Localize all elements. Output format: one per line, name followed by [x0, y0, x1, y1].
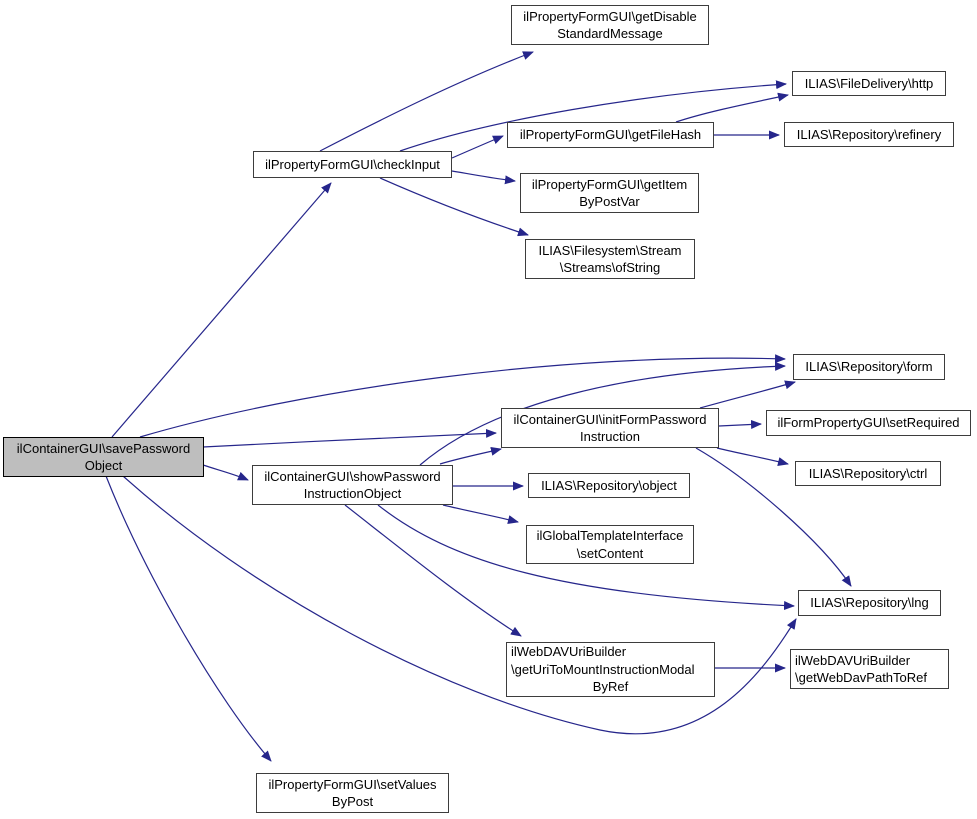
node-getItemByPostVar[interactable]	[520, 173, 699, 213]
node-label-line: ilGlobalTemplateInterface	[536, 528, 684, 543]
node-label-line: ilContainerGUI\initFormPassword	[513, 411, 707, 427]
node-label-line: ilPropertyFormGUI\setValues	[268, 776, 437, 792]
node-label-line: Object	[84, 458, 123, 473]
node-showPasswordInstructionObject[interactable]	[252, 465, 453, 505]
node-label-line: ilPropertyFormGUI\getFileHash	[519, 127, 702, 143]
node-label-line: ilWebDAVUriBuilder	[795, 652, 911, 668]
edge-initFormPasswordInstruction-to-ctrl	[717, 448, 788, 464]
node-lng[interactable]	[798, 590, 941, 616]
edge-showPasswordInstructionObject-to-getUriToMountInstructionModalByRef	[345, 505, 521, 636]
node-object[interactable]	[528, 473, 690, 498]
node-getDisableStandardMessage[interactable]	[511, 5, 709, 45]
node-label-line: StandardMessage	[557, 26, 663, 41]
node-label-line: ByRef	[592, 679, 629, 695]
edge-checkInput-to-getItemByPostVar	[452, 171, 515, 181]
node-label-line: \getWebDavPathToRef	[795, 670, 927, 685]
node-label-line: \setContent	[576, 545, 644, 561]
edge-checkInput-to-getFileHash	[452, 136, 503, 158]
node-label-line: InstructionObject	[303, 486, 402, 501]
edge-savePasswordObject-to-checkInput	[112, 183, 331, 437]
node-label-line: ILIAS\Repository\object	[541, 477, 677, 493]
node-form[interactable]	[793, 354, 945, 380]
node-setContent[interactable]	[526, 525, 694, 564]
edge-savePasswordObject-to-showPasswordInstructionObject	[203, 465, 248, 480]
node-getWebDavPathToRef[interactable]	[790, 649, 949, 689]
node-ctrl[interactable]	[795, 461, 941, 486]
edge-initFormPasswordInstruction-to-setRequired	[719, 424, 761, 426]
node-getUriToMountInstructionModalByRef[interactable]	[506, 642, 715, 697]
node-setValuesByPost[interactable]	[256, 773, 449, 813]
node-label-line: ilWebDAVUriBuilder	[511, 644, 627, 660]
edge-showPasswordInstructionObject-to-initFormPasswordInstruction	[440, 449, 501, 464]
node-label-line: ilPropertyFormGUI\getDisable	[523, 8, 697, 24]
node-initFormPasswordInstruction[interactable]	[501, 408, 719, 448]
node-label-line: Instruction	[580, 429, 640, 444]
edge-checkInput-to-ofString	[380, 178, 528, 235]
node-refinery[interactable]	[784, 122, 954, 147]
node-label-line: ilContainerGUI\showPassword	[264, 468, 441, 484]
node-label-line: ILIAS\Filesystem\Stream	[538, 242, 682, 258]
node-label-line: ilPropertyFormGUI\getItem	[531, 176, 688, 192]
node-label-line: \Streams\ofString	[559, 260, 661, 275]
node-getFileHash[interactable]	[507, 122, 714, 148]
node-label-line: ilContainerGUI\savePassword	[16, 440, 191, 456]
node-label-line: ILIAS\Repository\refinery	[796, 126, 942, 142]
node-label-line: ByPost	[331, 794, 374, 809]
edge-getFileHash-to-http	[676, 95, 788, 122]
node-ofString[interactable]	[525, 239, 695, 279]
node-label-line: \getUriToMountInstructionModal	[511, 661, 695, 677]
edge-showPasswordInstructionObject-to-setContent	[443, 505, 518, 522]
node-checkInput[interactable]	[253, 151, 452, 178]
edge-savePasswordObject-to-initFormPasswordInstruction	[203, 433, 496, 447]
node-setRequired[interactable]	[766, 410, 971, 436]
node-savePasswordObject	[3, 437, 204, 477]
node-http[interactable]	[792, 71, 946, 96]
edge-initFormPasswordInstruction-to-form	[700, 382, 795, 408]
node-label-line: ILIAS\Repository\lng	[810, 595, 929, 611]
node-label-line: ilPropertyFormGUI\checkInput	[265, 156, 440, 172]
node-label-line: ILIAS\Repository\form	[805, 359, 933, 375]
edge-savePasswordObject-to-setValuesByPost	[106, 476, 271, 761]
node-label-line: ilFormPropertyGUI\setRequired	[777, 415, 960, 431]
node-label-line: ILIAS\FileDelivery\http	[804, 75, 934, 91]
node-label-line: ILIAS\Repository\ctrl	[808, 465, 928, 481]
node-label-line: ByPostVar	[579, 194, 640, 209]
edge-checkInput-to-getDisableStandardMessage	[320, 52, 533, 151]
